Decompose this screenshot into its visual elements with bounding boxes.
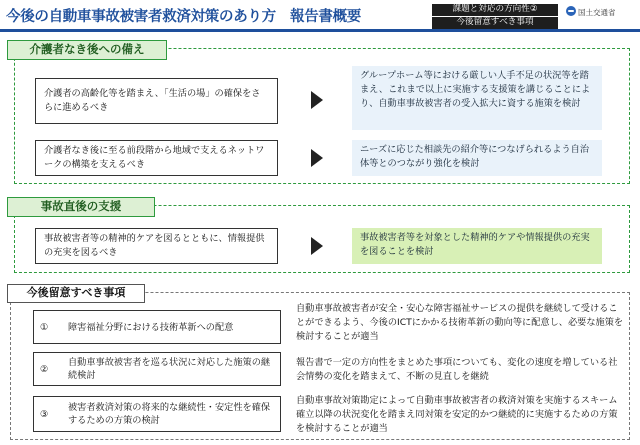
caregiver-issue-1-text: 介護者の高齢化等を踏まえ、「生活の場」の確保をさらに進めるべき <box>44 88 261 113</box>
caregiver-response-1-text: グループホーム等における厳しい人手不足の状況等を踏まえ、これまで以上に実施する支援策を講じることにより、自動車事故被害者の受入拡大に資する施策を検討 <box>360 70 591 109</box>
post-accident-response-text: 事故被害者等を対象とした精神的ケアや情報提供の充実を図ることを検討 <box>360 232 590 257</box>
topic-tag: 課題と対応の方向性② <box>432 4 558 16</box>
arrow-right-icon <box>311 149 323 167</box>
section-future-considerations-label: 今後留意すべき事項 <box>7 284 145 303</box>
post-accident-issue-text: 事故被害者等の精神的ケアを図るとともに、情報提供の充実を図るべき <box>44 233 265 258</box>
item-number: ③ <box>40 408 49 420</box>
post-accident-issue <box>35 228 278 264</box>
item-title: 障害福祉分野における技術革新への配意 <box>68 321 234 333</box>
section-caregiver-label: 介護者なき後への備え <box>7 40 167 60</box>
caregiver-response-2-text: ニーズに応じた相談先の紹介等につなげられるよう自治体等とのつながり強化を検討 <box>360 144 590 169</box>
caregiver-issue-1 <box>35 78 278 124</box>
item-number: ② <box>40 363 49 375</box>
item-title: 被害者救済対策の将来的な継続性・安定性を確保するための方策の検討 <box>68 402 271 426</box>
caregiver-issue-2-text: 介護者なき後に至る前段階から地域で支えるネットワークの構築を支えるべき <box>44 145 265 170</box>
page-title: 今後の自動車事故被害者救済対策のあり方 報告書概要 <box>6 9 361 25</box>
caregiver-response-2 <box>352 140 602 176</box>
post-accident-response <box>352 228 602 264</box>
consideration-desc-2: 報告書で一定の方向性をまとめた事項についても、変化の速度を増している社会情勢の変化を踏まえて、不断の見直しを継続 <box>296 357 618 382</box>
arrow-right-icon <box>311 91 323 109</box>
item-title: 自動車事故被害者を巡る状況に対応した施策の継続検討 <box>68 357 271 381</box>
ministry-name: 国土交通省 <box>578 8 616 17</box>
consideration-item-2 <box>33 352 281 386</box>
item-number: ① <box>40 321 49 333</box>
consideration-item-3 <box>33 396 281 432</box>
consideration-desc-3: 自動車事故対策勘定によって自動車事故被害者の救済対策を実施するスキーム確立以降の状況変化を踏まえ同対策を安定的かつ継続的に実施するための方策を検討することが適当 <box>296 395 618 434</box>
subtopic-tag: 今後留意すべき事項 <box>432 17 558 29</box>
consideration-item-1 <box>33 310 281 344</box>
section-post-accident-label: 事故直後の支援 <box>7 197 155 217</box>
title-underline <box>0 29 640 32</box>
ministry-logo-icon <box>566 6 576 16</box>
caregiver-issue-2 <box>35 140 278 176</box>
consideration-desc-1: 自動車事故被害者が安全・安心な障害福祉サービスの提供を継続して受けることができるよう、今後のICTにかかる技術革新の動向等に配意し、必要な施策を検討することが適当 <box>296 303 624 342</box>
caregiver-response-1 <box>352 66 602 130</box>
arrow-right-icon <box>311 237 323 255</box>
